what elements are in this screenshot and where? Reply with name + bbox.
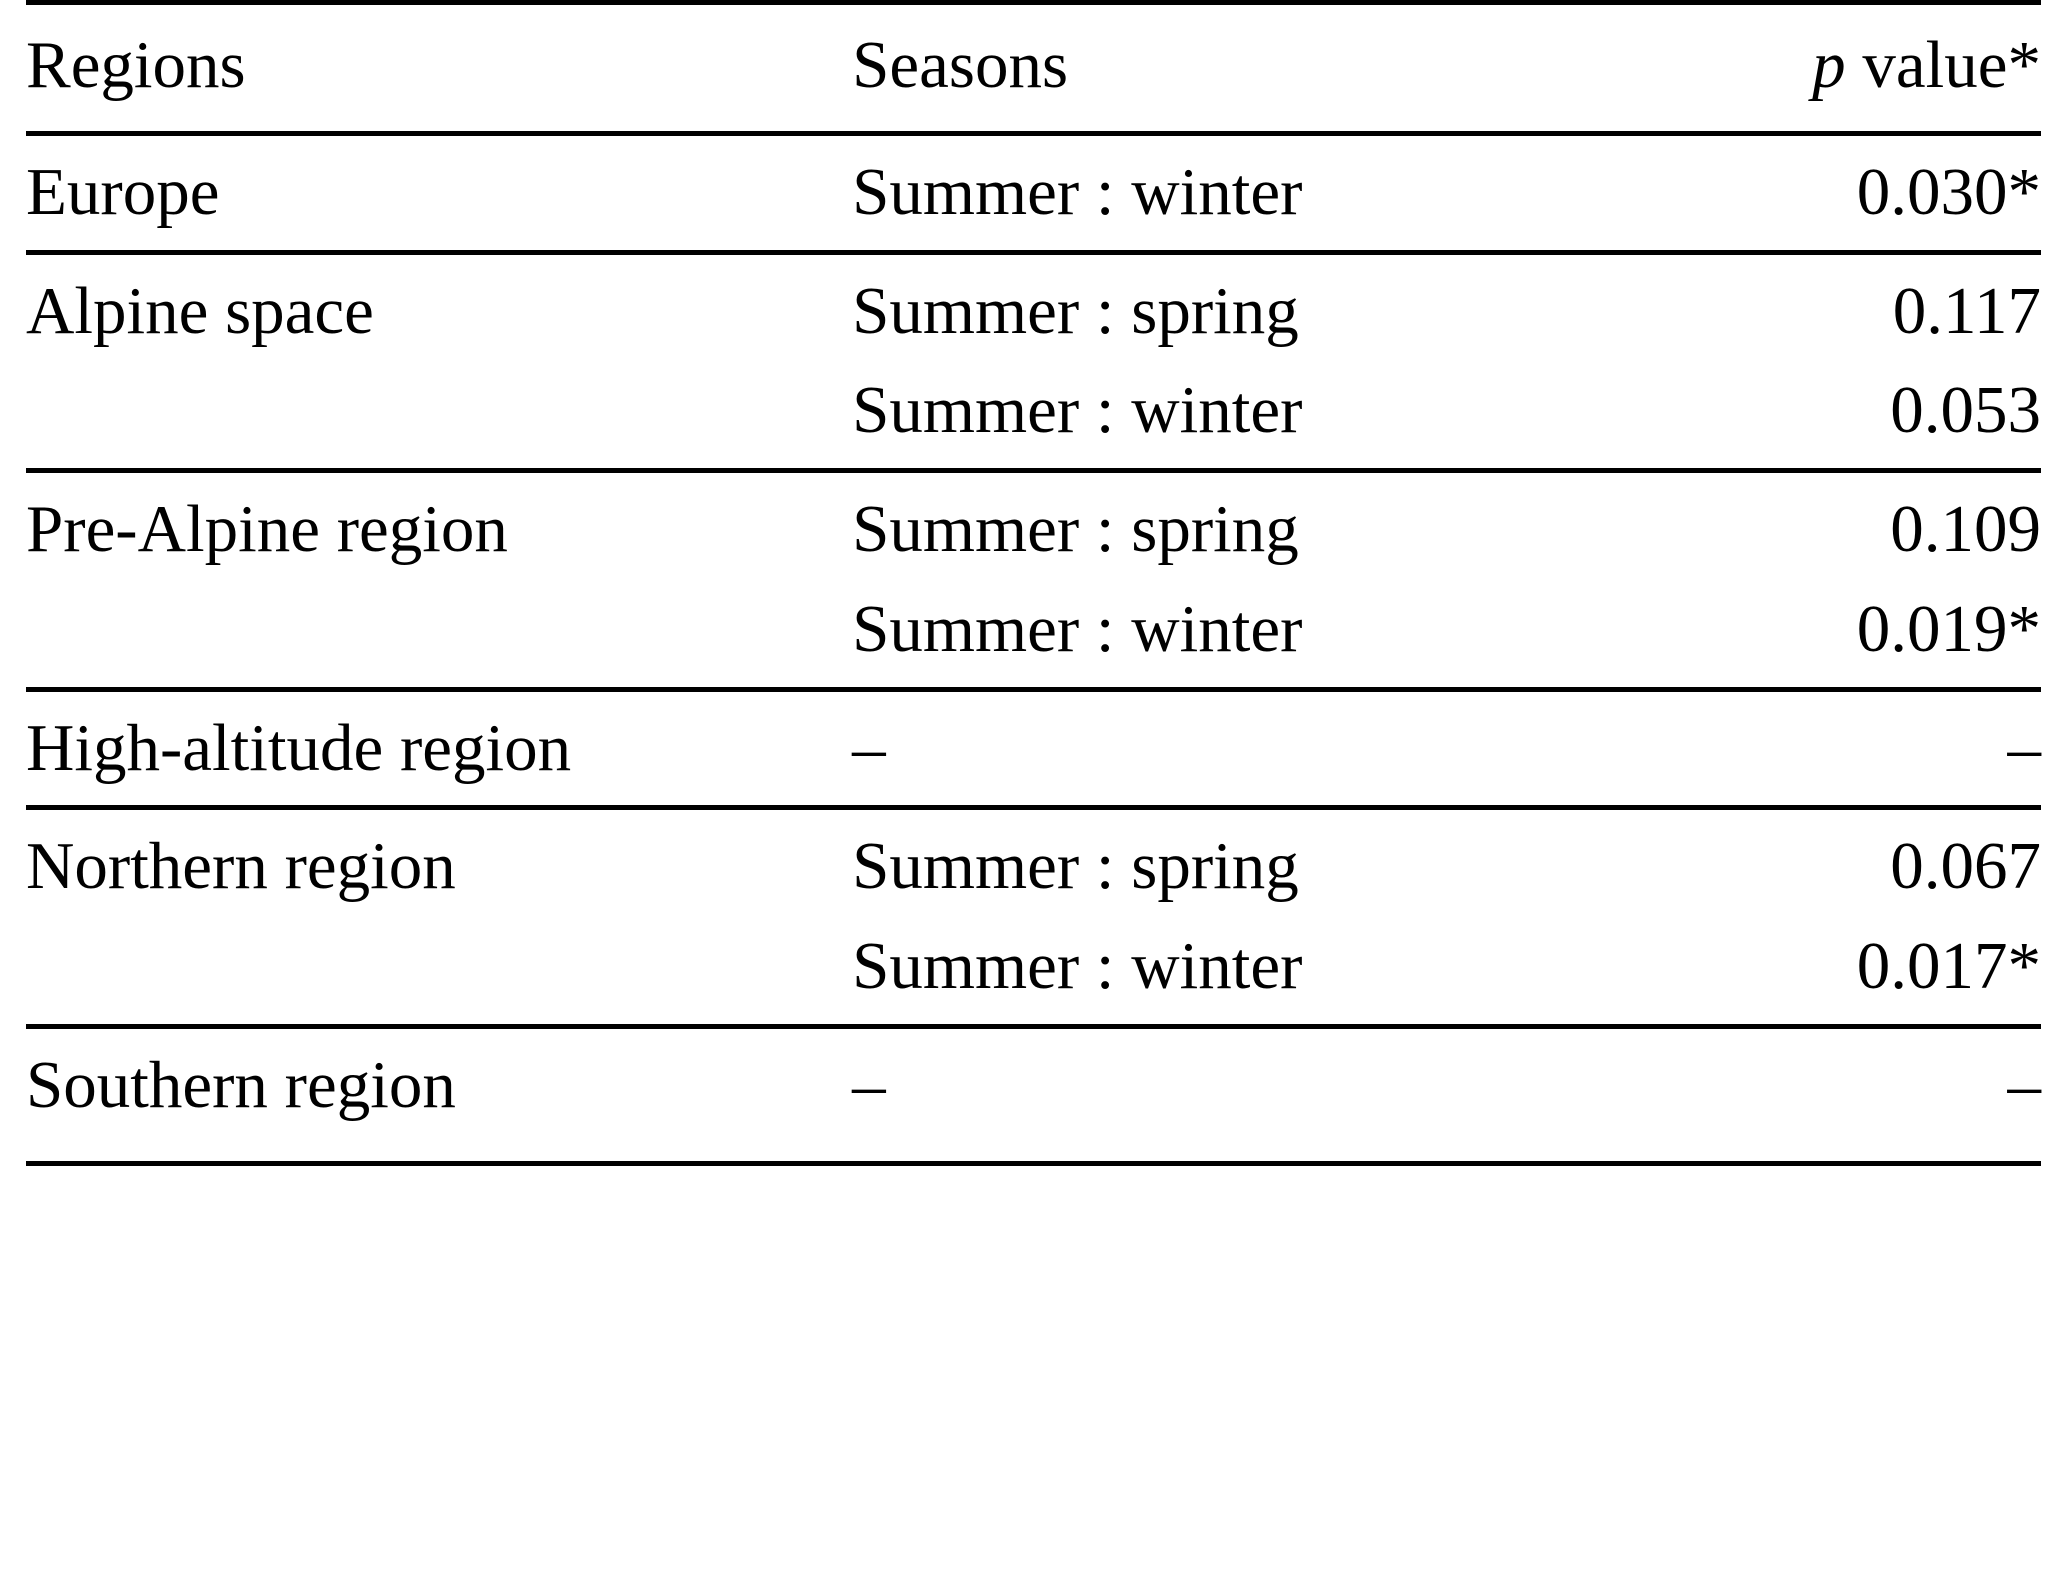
- table-bottom-rule: [26, 1163, 2041, 1166]
- cell-region-empty: [26, 587, 852, 689]
- cell-pvalue: 0.017*: [1856, 929, 2041, 1003]
- cell-pvalue: –: [1598, 689, 2041, 808]
- table-row: [26, 133, 2041, 252]
- table-row: [26, 1026, 2041, 1142]
- column-header-seasons: Seasons: [852, 5, 1598, 133]
- table-row: [26, 808, 2041, 924]
- cell-pvalue: –: [1598, 1026, 2041, 1142]
- cell-season: Summer : winter: [852, 133, 1598, 252]
- cell-pvalue: 0.067: [1598, 808, 2041, 924]
- pvalue-label-suffix: value*: [1845, 28, 2041, 102]
- cell-pvalue: 0.053: [1890, 373, 2041, 448]
- cell-season: Summer : spring: [852, 471, 1598, 587]
- table-row: [26, 471, 2041, 587]
- cell-region-empty: [26, 924, 852, 1026]
- cell-pvalue: 0.030*: [1598, 133, 2041, 252]
- column-header-pvalue: [1598, 5, 2041, 133]
- table-row: [26, 924, 2041, 1026]
- cell-region: Southern region: [26, 1026, 852, 1142]
- table-row: [26, 252, 2041, 368]
- table-header: [26, 3, 2041, 134]
- cell-season: Summer : spring: [852, 808, 1598, 924]
- table-row: [26, 689, 2041, 808]
- table-body: [26, 133, 2041, 1165]
- cell-season: Summer : spring: [852, 252, 1598, 368]
- cell-region: Northern region: [26, 808, 852, 924]
- table-bottom-spacer: [26, 1143, 2041, 1164]
- statistics-table: [26, 0, 2041, 1166]
- cell-season: –: [852, 689, 1598, 808]
- table-row: [26, 587, 2041, 689]
- cell-pvalue: 0.109: [1598, 471, 2041, 587]
- cell-region: Pre-Alpine region: [26, 471, 852, 587]
- cell-region-empty: [26, 368, 852, 470]
- cell-region: High-altitude region: [26, 689, 852, 808]
- cell-season: –: [852, 1026, 1598, 1142]
- pvalue-italic-p: p: [1812, 28, 1846, 102]
- cell-region: Europe: [26, 133, 852, 252]
- table-header-row: [26, 5, 2041, 133]
- cell-pvalue: 0.117: [1598, 252, 2041, 368]
- cell-pvalue: 0.019*: [1856, 591, 2041, 666]
- cell-region: Alpine space: [26, 252, 852, 368]
- column-header-regions: Regions: [26, 5, 852, 133]
- table-row: [26, 368, 2041, 470]
- cell-season: Summer : winter: [852, 373, 1303, 448]
- cell-season: Summer : winter: [852, 929, 1303, 1003]
- cell-season: Summer : winter: [852, 591, 1303, 666]
